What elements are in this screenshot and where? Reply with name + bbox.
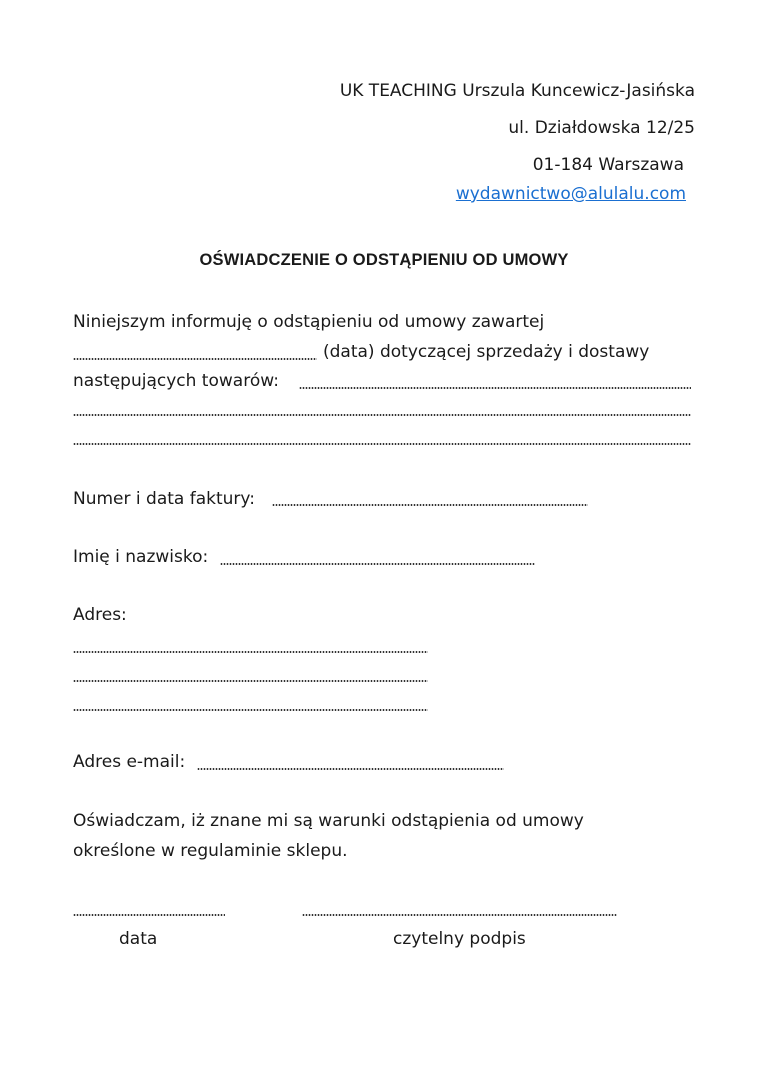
body-line-1: Niniejszym informuję o odstąpieniu od umowy zawartej (73, 312, 545, 332)
sender-street: ul. Działdowska 12/25 (508, 118, 695, 138)
date-signature-field[interactable] (73, 914, 225, 916)
address-field-1[interactable] (73, 651, 428, 653)
address-field-3[interactable] (73, 709, 428, 711)
body-line-2-suffix: (data) dotyczącej sprzedaży i dostawy (323, 342, 650, 362)
sender-company: UK TEACHING Urszula Kuncewicz-Jasińska (339, 81, 695, 101)
signature-field[interactable] (302, 914, 617, 916)
email-field[interactable] (197, 768, 504, 770)
name-label: Imię i nazwisko: (73, 547, 209, 567)
contract-date-field[interactable] (73, 358, 317, 360)
invoice-label: Numer i data faktury: (73, 489, 255, 509)
sender-city: 01-184 Warszawa (532, 155, 684, 175)
statement-line-1: Oświadczam, iż znane mi są warunki odstąpienia od umowy (73, 811, 584, 831)
address-field-2[interactable] (73, 680, 428, 682)
signature-label: czytelny podpis (393, 929, 526, 949)
goods-field-3[interactable] (73, 443, 691, 445)
invoice-field[interactable] (272, 504, 588, 506)
email-label: Adres e-mail: (73, 752, 186, 772)
goods-field-1[interactable] (299, 387, 691, 389)
name-field[interactable] (220, 563, 535, 565)
statement-line-2: określone w regulaminie sklepu. (73, 841, 348, 861)
date-label: data (119, 929, 158, 949)
document-title: OŚWIADCZENIE O ODSTĄPIENIU OD UMOWY (199, 251, 569, 269)
address-label: Adres: (73, 605, 127, 625)
sender-email-link[interactable]: wydawnictwo@alulalu.com (455, 184, 686, 204)
body-line-3-prefix: następujących towarów: (73, 371, 279, 391)
goods-field-2[interactable] (73, 414, 691, 416)
